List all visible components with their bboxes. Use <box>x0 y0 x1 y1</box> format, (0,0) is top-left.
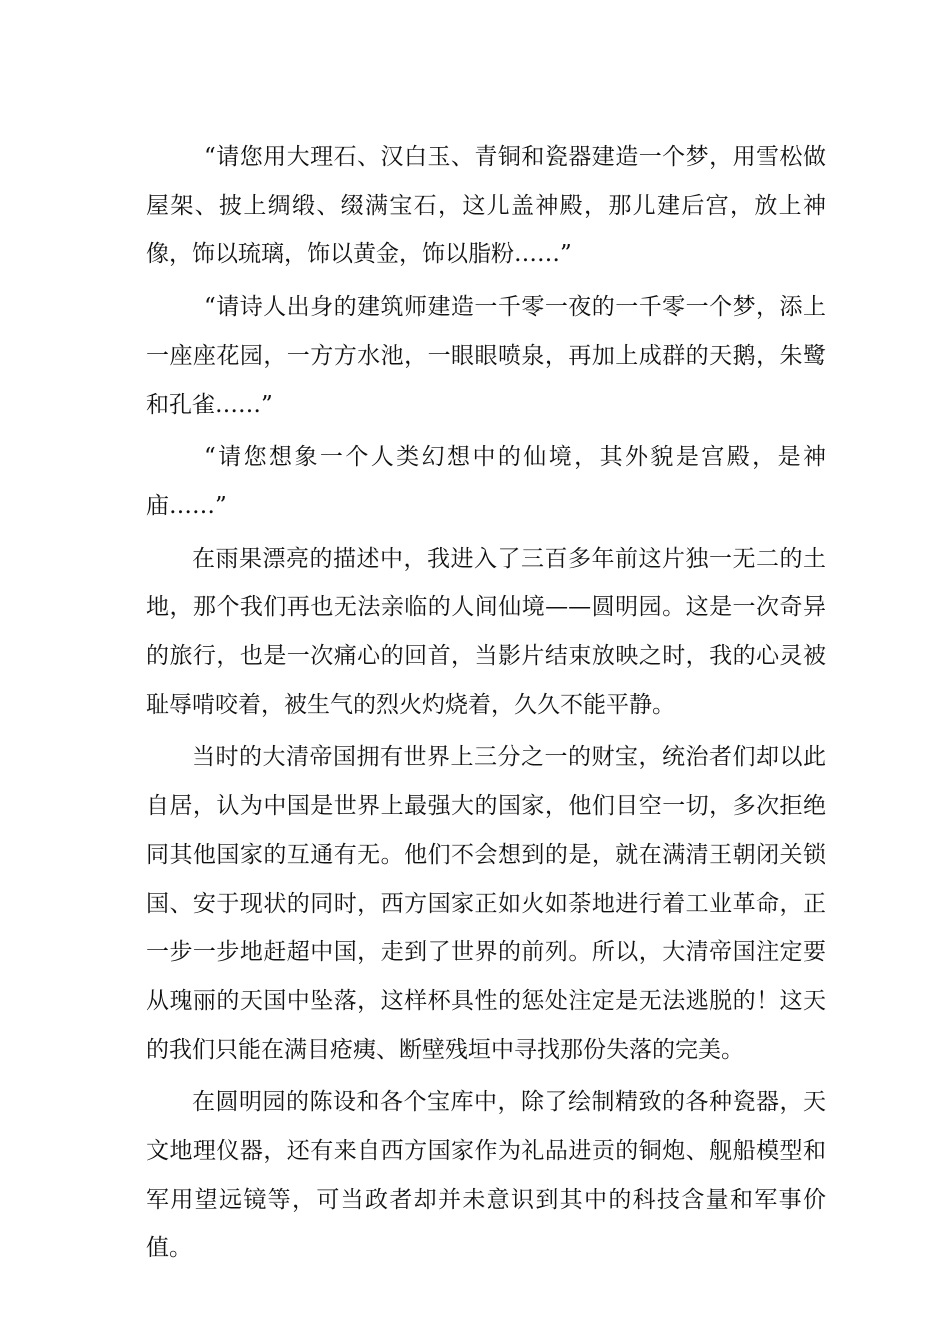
paragraph-body-3: 在圆明园的陈设和各个宝库中，除了绘制精致的各种瓷器，天文地理仪器，还有来自西方国家作为礼品进贡的铜炮、舰船模型和军用望远镜等，可当政者却并未意识到其中的科技含量和军事价值。 <box>146 1089 826 1262</box>
paragraph-body-2: 当时的大清帝国拥有世界上三分之一的财宝，统治者们却以此自居，认为中国是世界上最强大的国家，他们目空一切，多次拒绝同其他国家的互通有无。他们不会想到的是，就在满清王朝闭关锁国、安于现状的同时，西方国家正如火如荼地进行着工业革命，正一步一步地赶超中国，走到了世界的前列。所以，大清帝国注定要从瑰丽的天国中坠落，这样杯具性的惩处注定是无法逃脱的！这天的我们只能在满目疮痍、断壁残垣中寻找那份失落的完美。 <box>146 744 826 1063</box>
paragraph-quote-3: “请您想象一个人类幻想中的仙境，其外貌是宫殿，是神庙……” <box>146 444 826 519</box>
paragraph-quote-1: “请您用大理石、汉白玉、青铜和瓷器建造一个梦，用雪松做屋架、披上绸缎、缀满宝石，这儿盖神殿，那儿建后宫，放上神像，饰以琉璃，饰以黄金，饰以脂粉……” <box>146 144 826 268</box>
paragraph-body-1: 在雨果漂亮的描述中，我进入了三百多年前这片独一无二的土地，那个我们再也无法亲临的人间仙境——圆明园。这是一次奇异的旅行，也是一次痛心的回首，当影片结束放映之时，我的心灵被耻辱啃咬着，被生气的烈火灼烧着，久久不能平静。 <box>146 545 826 718</box>
document-page <box>146 133 826 1277</box>
paragraph-quote-2: “请诗人出身的建筑师建造一千零一夜的一千零一个梦，添上一座座花园，一方方水池，一眼眼喷泉，再加上成群的天鹅，朱鹭和孔雀……” <box>146 294 826 418</box>
